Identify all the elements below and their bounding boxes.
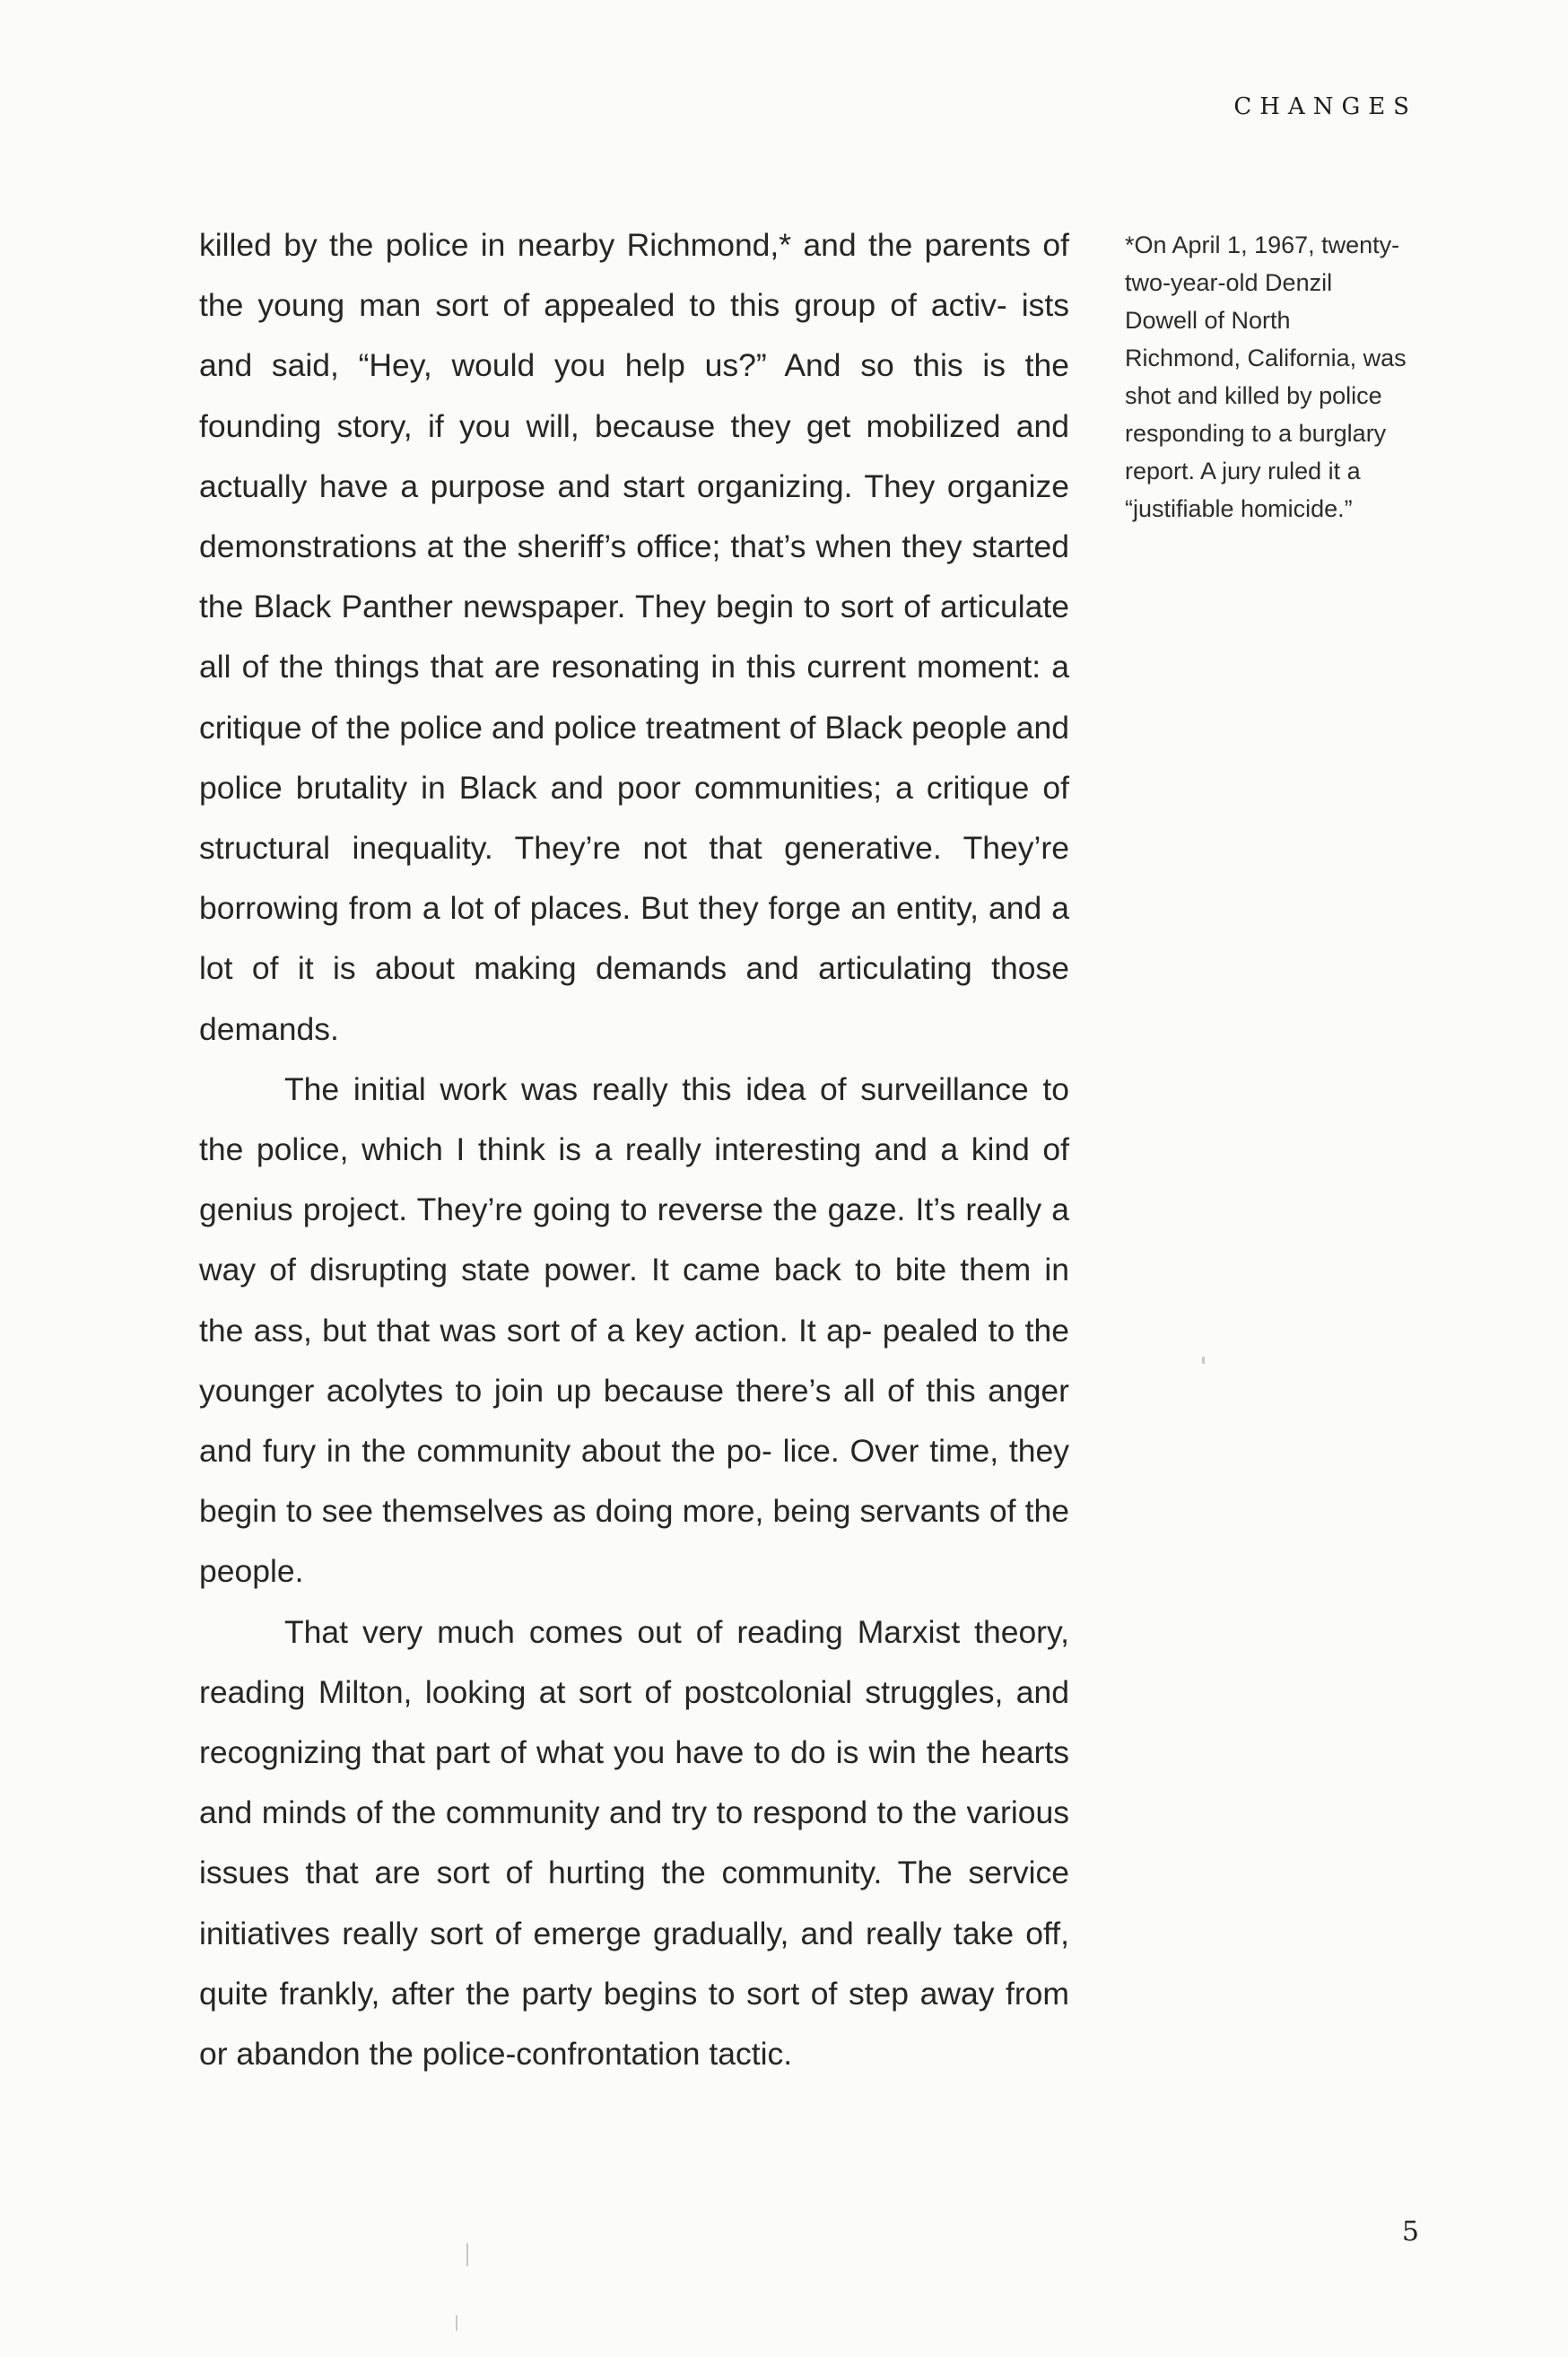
body-paragraph-3: That very much comes out of reading Marxist theory, reading Milton, looking at sort of postcolonial struggles, and recognizing that part of what you have to do is win the hearts and minds of the community and try to respond to the various issues that are sort of hurting the community. The service initiatives really sort of emerge gradually, and really take off, quite frankly, after the party begins to sort of step away from or abandon the police-confrontation tactic. bbox=[199, 1613, 1069, 2073]
side-footnote: *On April 1, 1967, twenty-two-year-old Denzil Dowell of North Richmond, California, was shot and killed by police responding to a burglary report. A jury ruled it a “justifiable homicide.” bbox=[1125, 231, 1407, 522]
main-text-column bbox=[199, 215, 1069, 2084]
page-number: 5 bbox=[1401, 2216, 1419, 2248]
body-paragraph-1: killed by the police in nearby Richmond,* and the parents of the young man sort of appealed to this group of activ- ists and said, “Hey, would you help us?” And so this is the founding story, if you will, because they get mobilized and actually have a purpose and start organizing. They organize demonstrations at the sheriff’s office; that’s when they started the Black Panther newspaper. They begin to sort of articulate all of the things that are resonating in this current moment: a critique of the police and police treatment of Black people and police brutality in Black and poor communities; a critique of structural inequality. They’re not that generative. They’re borrowing from a lot of places. But they forge an entity, and a lot of it is about making demands and articulating those demands. bbox=[199, 227, 1069, 1047]
running-head: CHANGES bbox=[1233, 93, 1417, 120]
scan-speck bbox=[1202, 1357, 1205, 1364]
scan-speck bbox=[466, 2243, 468, 2266]
scan-speck bbox=[456, 2315, 457, 2331]
body-paragraph-2: The initial work was really this idea of surveillance to the police, which I think is a really interesting and a kind of genius project. They’re going to reverse the gaze. It’s really a way of disrupting state power. It came back to bite them in the ass, but that was sort of a key action. It ap- pealed to the younger acolytes to join up because there’s all of this anger and fury in the community about the po- lice. Over time, they begin to see themselves as doing more, being servants of the people. bbox=[199, 1070, 1069, 1590]
